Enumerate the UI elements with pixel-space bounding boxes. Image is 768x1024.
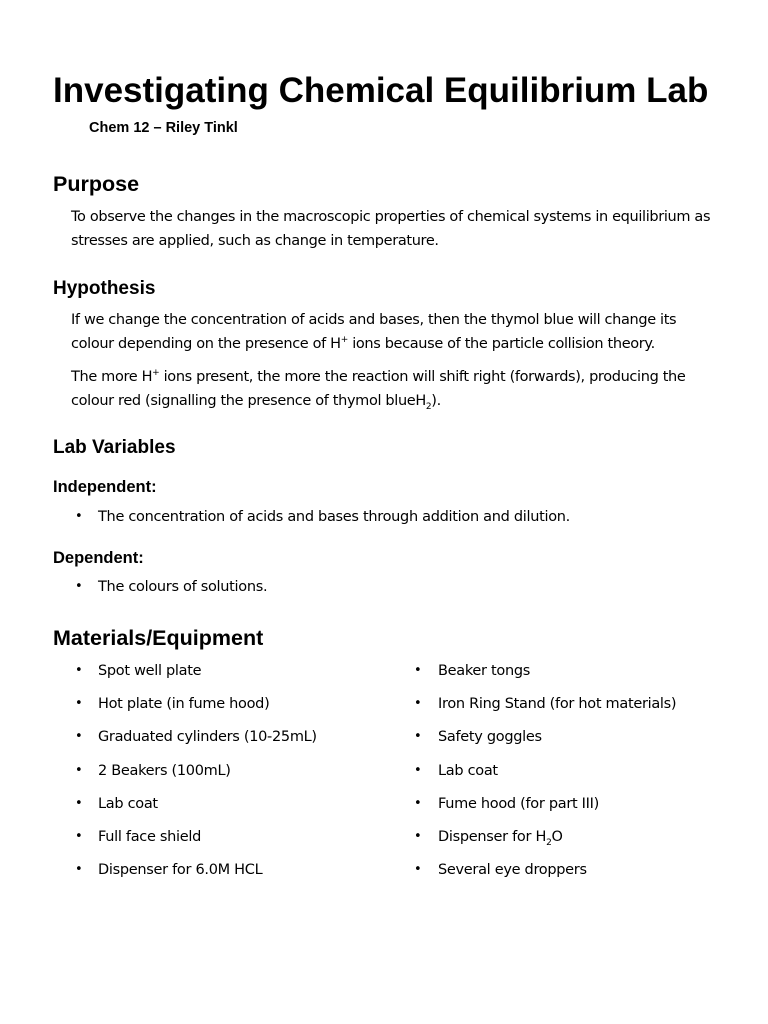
- list-bullet: •: [75, 829, 83, 844]
- list-bullet: •: [414, 663, 422, 678]
- list-item: Hot plate (in fume hood): [98, 696, 270, 712]
- list-bullet: •: [75, 763, 83, 778]
- document-subtitle: Chem 12 – Riley Tinkl: [89, 120, 238, 136]
- list-item: Full face shield: [98, 829, 202, 845]
- dependent-bullet: •: [75, 579, 83, 594]
- list-bullet: •: [414, 829, 422, 844]
- list-bullet: •: [414, 729, 422, 744]
- hypothesis-heading: Hypothesis: [53, 278, 156, 299]
- purpose-heading: Purpose: [53, 172, 140, 196]
- list-bullet: •: [414, 796, 422, 811]
- list-item: Fume hood (for part III): [438, 796, 599, 812]
- document-title: Investigating Chemical Equilibrium Lab: [53, 71, 709, 110]
- independent-item: The concentration of acids and bases through addition and dilution.: [98, 509, 570, 525]
- list-bullet: •: [75, 663, 83, 678]
- hypothesis-paragraph-2: The more H+ ions present, the more the reaction will shift right (forwards), producing the colour red (signalling the presence of thymol blueH$_2$).: [71, 368, 686, 412]
- list-bullet: •: [414, 862, 422, 877]
- list-item: Lab coat: [98, 796, 158, 812]
- list-item: Iron Ring Stand (for hot materials): [438, 696, 677, 712]
- lab-variables-heading: Lab Variables: [53, 437, 176, 458]
- list-item: Spot well plate: [98, 663, 202, 679]
- materials-heading: Materials/Equipment: [53, 626, 264, 650]
- list-bullet: •: [414, 696, 422, 711]
- list-bullet: •: [75, 796, 83, 811]
- list-bullet: •: [75, 862, 83, 877]
- list-bullet: •: [75, 729, 83, 744]
- dependent-item: The colours of solutions.: [98, 579, 268, 595]
- list-item: Graduated cylinders (10-25mL): [98, 729, 317, 745]
- hypothesis-paragraph-1: If we change the concentration of acids and bases, then the thymol blue will change its colour depending on the presence of H+ ions because of the particle collision theory.: [71, 312, 677, 352]
- list-bullet: •: [75, 696, 83, 711]
- list-item: Lab coat: [438, 763, 498, 779]
- list-item: Dispenser for 6.0M HCL: [98, 862, 263, 878]
- independent-bullet: •: [75, 509, 83, 524]
- list-item: Safety goggles: [438, 729, 542, 745]
- purpose-text: To observe the changes in the macroscopic properties of chemical systems in equilibrium as stresses are applied, such as change in temperature.: [71, 209, 711, 249]
- independent-label: Independent:: [53, 478, 157, 496]
- list-item: 2 Beakers (100mL): [98, 763, 231, 779]
- list-item: Dispenser for $H_2O$: [438, 829, 563, 848]
- list-item: Beaker tongs: [438, 663, 531, 679]
- list-bullet: •: [414, 763, 422, 778]
- dependent-label: Dependent:: [53, 549, 144, 567]
- list-item: Several eye droppers: [438, 862, 587, 878]
